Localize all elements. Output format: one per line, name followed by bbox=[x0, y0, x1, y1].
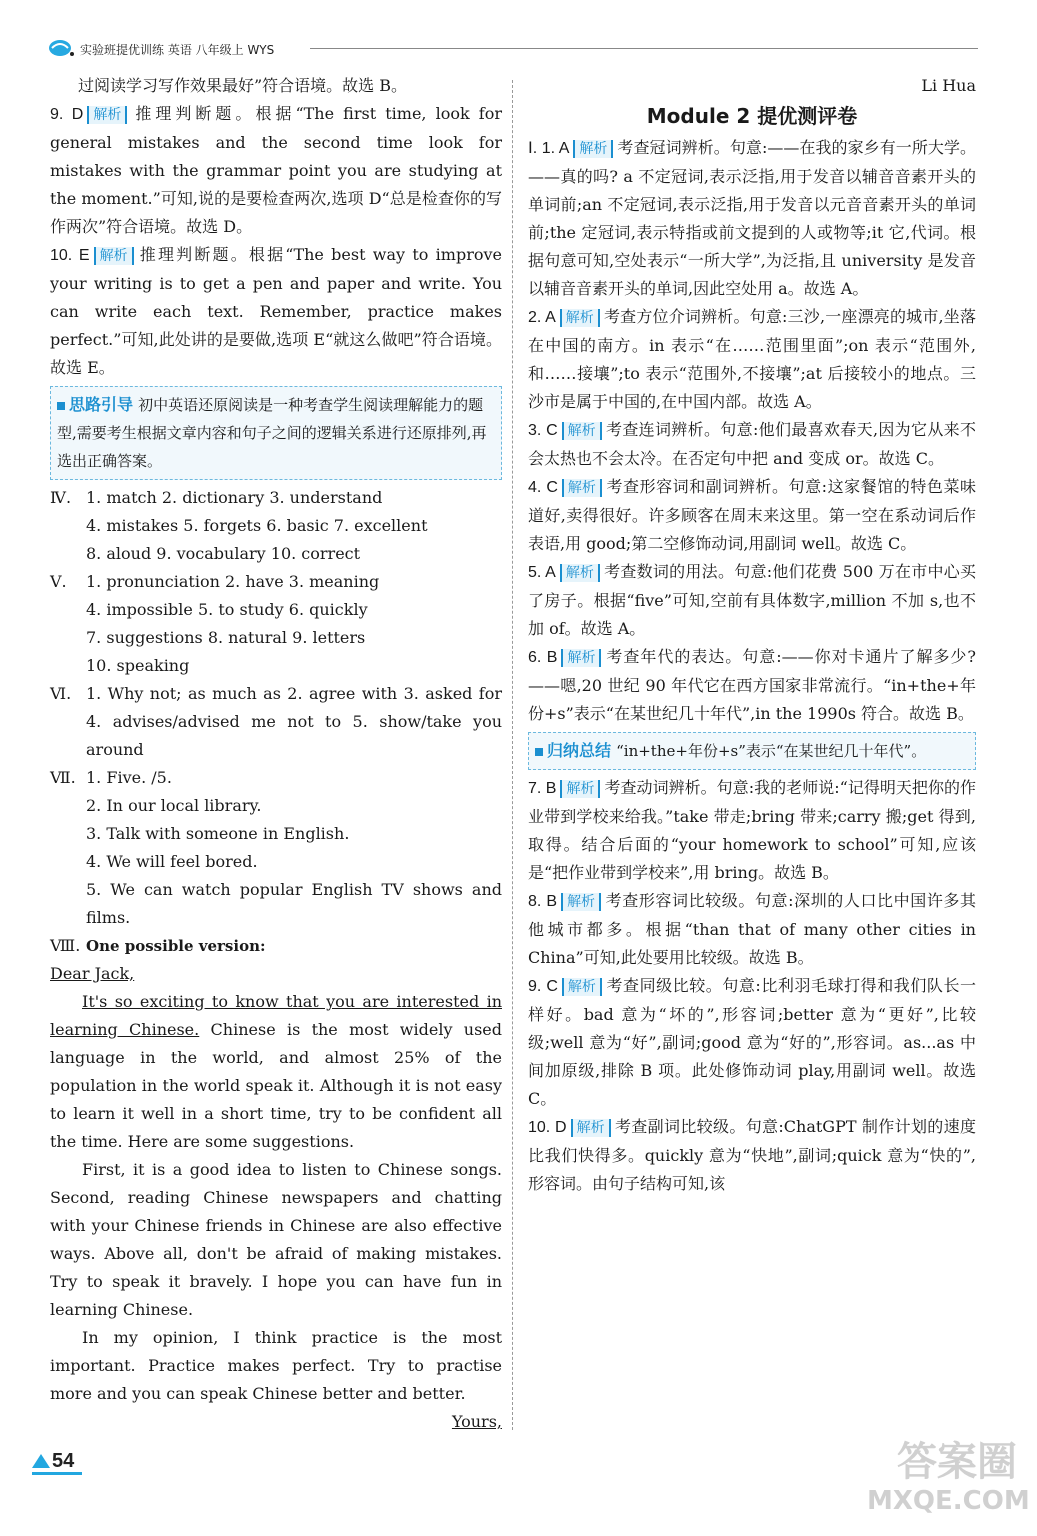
answer-item bbox=[528, 887, 976, 972]
answer-text: 考查同级比较。句意:比利羽毛球打得和我们队长一样好。bad 意为“坏的”,形容词;better 意为“更好”,比较级;well 意为“好”,副词;good 意为“好的”,形容词。as...as 中间加原级,排除 B 项。此处修饰动词 play,用副词 well。故选 C。 bbox=[528, 976, 976, 1108]
page-header bbox=[48, 36, 978, 62]
answer-item bbox=[528, 473, 976, 558]
answer-row: 5. We can watch popular English TV shows and films. bbox=[86, 880, 502, 927]
section-roman: Ⅶ. bbox=[50, 768, 76, 787]
letter-paragraph-3: In my opinion, I think practice is the most important. Practice makes perfect. Try to practise more and you can speak Chinese better and better. bbox=[50, 1328, 502, 1403]
watermark-url: MXQE.COM bbox=[867, 1486, 1030, 1516]
section-roman: Ⅳ. bbox=[50, 488, 72, 507]
analysis-tag: 解析 bbox=[562, 978, 602, 996]
section-roman: Ⅷ. bbox=[50, 936, 81, 955]
page-number: 54 bbox=[52, 1450, 75, 1472]
answer-number: 3. C bbox=[528, 422, 558, 439]
answer-item bbox=[528, 774, 976, 887]
answer-item bbox=[528, 643, 976, 728]
answer-row: 4. mistakes 5. forgets 6. basic 7. excellent bbox=[86, 516, 428, 535]
answer-q9 bbox=[50, 100, 502, 241]
header-rule bbox=[310, 48, 978, 49]
answer-item bbox=[528, 134, 976, 303]
letter-greeting: Dear Jack, bbox=[50, 964, 135, 983]
analysis-tag: 解析 bbox=[94, 247, 134, 265]
answer-number: 7. B bbox=[528, 780, 557, 797]
module-title: Module 2 提优测评卷 bbox=[646, 104, 858, 128]
answer-row: 8. aloud 9. vocabulary 10. correct bbox=[86, 544, 361, 563]
analysis-tag: 解析 bbox=[560, 309, 600, 327]
answer-row: 4. impossible 5. to study 6. quickly bbox=[86, 600, 368, 619]
watermark bbox=[867, 1438, 1030, 1526]
answer-row: 2. In our local library. bbox=[86, 796, 262, 815]
letter-paragraph-1 bbox=[50, 988, 502, 1156]
answer-number: 4. C bbox=[528, 479, 558, 496]
analysis-tag: 解析 bbox=[560, 564, 600, 582]
answer-row: 1. match 2. dictionary 3. understand bbox=[86, 488, 383, 507]
answer-number: 6. B bbox=[528, 649, 558, 666]
answer-item bbox=[528, 558, 976, 643]
analysis-tag: 解析 bbox=[571, 1119, 611, 1137]
answer-item bbox=[528, 303, 976, 416]
header-title: 实验班提优训练 英语 八年级上 WYS bbox=[80, 43, 275, 57]
answer-number: 5. A bbox=[528, 564, 556, 581]
answer-text: 考查年代的表达。句意:——你对卡通片了解多少?——嗯,20 世纪 90 年代它在西方国家非常流行。“in+the+年份+s”表示“在某世纪几十年代”,in the 1990s 符合。故选 B。 bbox=[528, 647, 976, 723]
arrow-up-icon bbox=[32, 1454, 50, 1468]
analysis-tag: 解析 bbox=[573, 140, 613, 158]
page-number-underline bbox=[32, 1472, 82, 1475]
answer-row: 10. speaking bbox=[86, 656, 190, 675]
answer-text: 考查形容词比较级。句意:深圳的人口比中国许多其他城市都多。根据“than that of many other cities in China”可知,此处要用比较级。故选 B。 bbox=[528, 891, 976, 967]
tip-text: 初中英语还原阅读是一种考查学生阅读理解能力的题型,需要考生根据文章内容和句子之间的逻辑关系进行还原排列,再选出正确答案。 bbox=[57, 396, 487, 470]
section-roman: Ⅵ. bbox=[50, 684, 72, 703]
answer-text: 考查数词的用法。句意:他们花费 500 万在市中心买了房子。根据“five”可知,空前有具体数字,million 不加 s,也不加 of。故选 A。 bbox=[528, 562, 976, 638]
answer-number: Ⅰ. 1. A bbox=[528, 140, 570, 157]
answer-row: 1. Why not; as much as 2. agree with 3. asked for 4. advises/advised me not to 5. show/take you around bbox=[86, 684, 502, 759]
answer-row: 1. pronunciation 2. have 3. meaning bbox=[86, 572, 380, 591]
letter-paragraph-2: First, it is a good idea to listen to Chinese songs. Second, reading Chinese newspapers and chatting with your Chinese friends in Chinese are also effective ways. Above all, don't be afraid of making mistakes. Try to speak it bravely. I hope you can have fun in learning Chinese. bbox=[50, 1160, 502, 1319]
section-5 bbox=[50, 568, 502, 680]
answer-text: 考查动词辨析。句意:我的老师说:“记得明天把你的作业带到学校来给我。”take 带走;bring 带来;carry 搬;get 得到,取得。结合后面的“your homework to school”可知,应该是“把作业带到学校来”,用 bring。故选 B。 bbox=[528, 778, 976, 882]
section-4 bbox=[50, 484, 502, 568]
answer-item bbox=[528, 1113, 976, 1198]
version-title: One possible version: bbox=[86, 937, 266, 955]
summary-box bbox=[528, 732, 976, 770]
answer-text: 推理判断题。根据“The best way to improve your writing is to get a pen and paper and write. You can write each text. Remember, practice makes perfect.”可知,此处讲的是要做,选项 E“就这么做吧”符合语境。故选 E。 bbox=[50, 245, 503, 377]
tip-box bbox=[50, 386, 502, 480]
section-7 bbox=[50, 764, 502, 932]
summary-text: “in+the+年份+s”表示“在某世纪几十年代”。 bbox=[616, 742, 927, 760]
answer-text: 考查方位介词辨析。句意:三沙,一座漂亮的城市,坐落在中国的南方。in 表示“在……范围里面”;on 表示“范围外,和……接壤”;to 表示“范围外,不接壤”;at 后接较小的地点。三沙市是属于中国的,在中国内部。故选 A。 bbox=[528, 307, 976, 411]
carryover-line: 过阅读学习写作效果最好”符合语境。故选 B。 bbox=[78, 76, 408, 95]
analysis-tag: 解析 bbox=[562, 422, 602, 440]
answer-number: 10. E bbox=[50, 247, 90, 264]
column-divider bbox=[512, 80, 513, 1430]
letter-signature: Li Hua bbox=[921, 76, 976, 95]
answer-row: 4. We will feel bored. bbox=[86, 852, 258, 871]
answer-text: 考查副词比较级。句意:ChatGPT 制作计划的速度比我们快得多。quickly 意为“快地”,副词;quick 意为“快的”,形容词。由句子结构可知,该 bbox=[528, 1117, 976, 1193]
letter-closing: Yours, bbox=[451, 1412, 502, 1431]
answer-item bbox=[528, 416, 976, 473]
section-8 bbox=[50, 932, 502, 960]
answer-q10 bbox=[50, 241, 502, 382]
page-number-badge bbox=[32, 1448, 82, 1476]
analysis-tag: 解析 bbox=[562, 479, 602, 497]
summary-label: 归纳总结 bbox=[535, 737, 611, 765]
answer-number: 10. D bbox=[528, 1119, 567, 1136]
underlined-sentence: learning Chinese. bbox=[50, 1020, 200, 1039]
answer-text: 考查形容词和副词辨析。句意:这家餐馆的特色菜味道好,卖得很好。许多顾客在周末来这里。第一空在系动词后作表语,用 good;第二空修饰动词,用副词 well。故选 C。 bbox=[528, 477, 976, 553]
answer-text: 推理判断题。根据“The first time, look for general mistakes and the second time look for mistakes with the grammar point you are studying at the moment.”可知,说的是要检查两次,选项 D“总是检查你的写作两次”符合语境。故选 D。 bbox=[50, 104, 502, 236]
underlined-sentence: It's so exciting to know that you are interested in bbox=[82, 992, 502, 1011]
analysis-tag: 解析 bbox=[561, 893, 601, 911]
analysis-tag: 解析 bbox=[87, 106, 127, 124]
answer-row: 3. Talk with someone in English. bbox=[86, 824, 350, 843]
answer-row: 1. Five. /5. bbox=[86, 768, 172, 787]
tip-label: 思路引导 bbox=[57, 391, 133, 419]
sample-letter bbox=[50, 960, 502, 1436]
answer-number: 2. A bbox=[528, 309, 556, 326]
book-logo-icon bbox=[48, 36, 76, 58]
answer-item bbox=[528, 972, 976, 1113]
answer-row: 7. suggestions 8. natural 9. letters bbox=[86, 628, 366, 647]
section-6 bbox=[50, 680, 502, 764]
answer-number: 9. D bbox=[50, 106, 84, 123]
paragraph-text: Chinese is the most widely used language in the world, and almost 25% of the population in the world speak it. Although it is not easy to learn it well in a short time, try to be confident all the time. Here are some suggestions. bbox=[50, 1020, 503, 1151]
analysis-tag: 解析 bbox=[561, 649, 601, 667]
section-roman: Ⅴ. bbox=[50, 572, 67, 591]
answer-text: 考查冠词辨析。句意:——在我的家乡有一所大学。——真的吗? a 不定冠词,表示泛指,用于发音以辅音音素开头的单词前;an 不定冠词,表示泛指,用于发音以元音音素开头的单词前;the 定冠词,表示特指或前文提到的人或物等;it 它,代词。根据句意可知,空处表示“一所大学”,为泛指,且 university 是发音以辅音音素开头的单词,因此空处用 a。故选 A。 bbox=[528, 138, 976, 298]
analysis-tag: 解析 bbox=[560, 780, 600, 798]
watermark-title: 答案圈 bbox=[897, 1439, 1017, 1485]
right-column bbox=[528, 72, 976, 1198]
left-column bbox=[50, 72, 502, 1436]
answer-text: 考查连词辨析。句意:他们最喜欢春天,因为它从来不会太热也不会太冷。在否定句中把 and 变成 or。故选 C。 bbox=[528, 420, 976, 468]
answer-number: 9. C bbox=[528, 978, 558, 995]
answer-number: 8. B bbox=[528, 893, 558, 910]
